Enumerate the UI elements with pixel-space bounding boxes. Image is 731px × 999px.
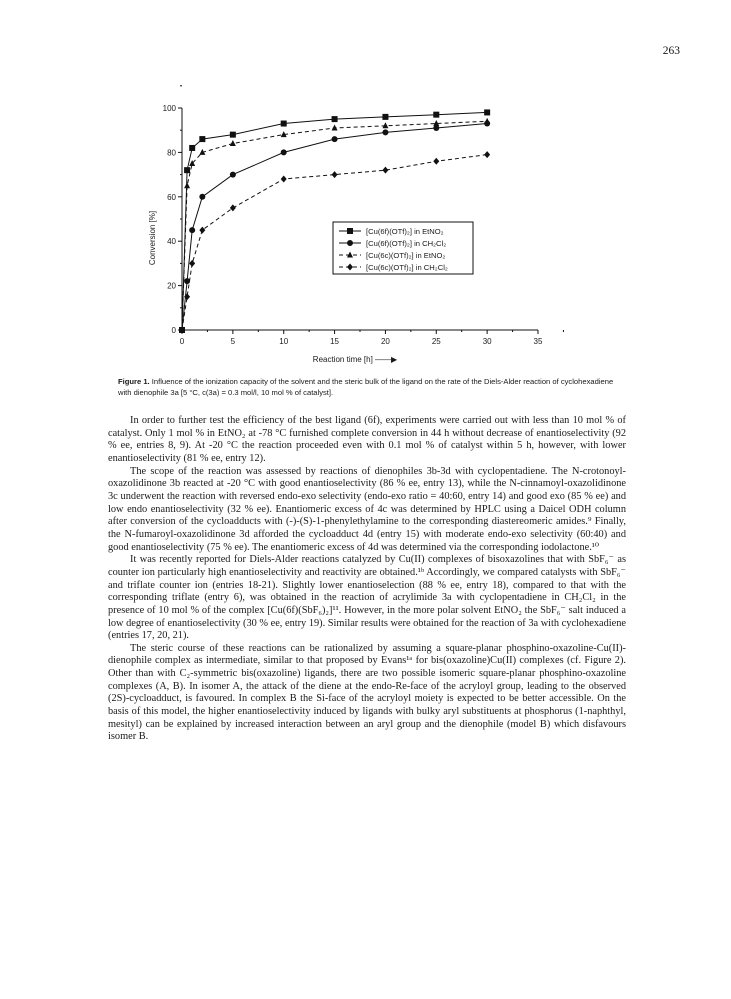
data-point — [332, 116, 338, 122]
data-point — [189, 260, 195, 267]
chart-x-axis-label: Reaction time [h] ——▶ — [312, 355, 398, 364]
data-point — [484, 151, 490, 158]
y-tick-label: 100 — [162, 104, 176, 113]
paragraph: The steric course of these reactions can be rationalized by assuming a square-planar phosphino-oxazoline-Cu(II)-dienophile complex as intermediate, similar to that proposed by Evans¹ᵃ for bis(oxazoline)Cu(II) complexes (cf. Figure 2). Other than with C₂-symmetric bis(oxazoline) ligands, there are two possible isomeric square-planar phosphino-oxazoline complexes (A, B). In isomer A, the attack of the diene at the endo-Re-face of the acryloyl group, leading to the observed (2S)-cycloadduct, is favoured. In complex B the Si-face of the acryloyl moiety is expected to be better accessible. On the basis of this model, the higher enantioselectivity induced by ligands with bulky aryl substituents at phosphorus (1-naphthyl, mesityl) can be explained by increased interaction between an aryl group and the dienophile (model B) which disfavours isomer B. — [108, 642, 626, 743]
x-tick-label: 20 — [380, 337, 390, 346]
data-point — [433, 158, 439, 165]
data-point — [199, 227, 205, 234]
data-point — [230, 172, 236, 178]
paragraph: In order to further test the efficiency of the best ligand (6f), experiments were carried out with less than 10 mol % of catalyst. Only 1 mol % in EtNO₂ at -78 °C furnished complete conversion in 44 h without decrease of enantioselectivity (92 % ee, entries 8, 9). At -20 °C the reaction proceeded even with 0.1 mol % of catalyst within 5 h, however, with lower enantioselectivity (81 % ee, entry 12). — [108, 415, 626, 464]
data-point — [230, 140, 236, 146]
data-point — [189, 145, 195, 151]
x-tick-label: 30 — [482, 337, 492, 346]
y-tick-label: 40 — [167, 237, 176, 247]
data-point — [332, 171, 338, 178]
data-point — [281, 149, 287, 155]
data-point — [484, 109, 490, 115]
data-point — [184, 182, 190, 188]
x-tick-label: 15 — [330, 337, 340, 346]
legend-marker — [347, 240, 353, 246]
series-line — [182, 112, 487, 330]
legend-marker — [347, 228, 353, 234]
data-point — [281, 121, 287, 127]
data-point — [189, 227, 195, 233]
chart-series-1 — [179, 109, 490, 333]
y-tick-label: 20 — [167, 281, 176, 291]
legend-label: [Cu(6c)(OTf)₂] in EtNO₂ — [366, 251, 446, 260]
data-point — [332, 136, 338, 142]
figure-caption-label: Figure 1. — [118, 377, 150, 386]
data-point — [281, 176, 287, 183]
x-tick-label: 35 — [533, 337, 543, 346]
data-point — [382, 114, 388, 120]
data-point — [484, 118, 490, 124]
data-point — [230, 132, 236, 138]
data-point — [332, 124, 338, 130]
y-tick-label: 80 — [167, 148, 176, 158]
chart-y-axis-label: Conversion [%] — [148, 210, 157, 266]
legend-label: [Cu(6f)(OTf)₂] in CH₂Cl₂ — [366, 239, 447, 248]
figure-caption — [118, 377, 618, 398]
data-point — [382, 167, 388, 174]
legend-label: [Cu(6f)(OTf)₂] in EtNO₂ — [366, 227, 444, 236]
y-tick-label: 0 — [171, 326, 176, 335]
x-tick-label: 10 — [279, 337, 289, 346]
data-point — [382, 122, 388, 128]
data-point — [433, 112, 439, 118]
data-point — [230, 204, 236, 211]
data-point — [199, 136, 205, 142]
paragraph: The scope of the reaction was assessed by reactions of dienophiles 3b-3d with cyclopentadiene. The N-crotonoyl-oxazolidinone 3b reacted at -20 °C with good enantioselectivity (86 % ee, entry 13), while the N-cinnamoyl-oxazolidinone 3c underwent the reaction with reversed endo-exo selectivity (endo-exo ratio = 40:60, entry 14) and good exo (85 % ee) and low endo enantioselectivity (32 % ee). Enantiomeric excess of 4c was determined by HPLC using a Daicel ODH column after conversion of the cycloadducts with (-)-(S)-1-phenylethylamine to the corresponding diastereomeric amides.⁹ Finally, the N-fumaroyl-oxazolidinone 3d afforded the cycloadduct 4d (entry 15) with moderate endo-exo selectivity (60:40) and good enantioselectivity (75 % ee). The enantiomeric excess of 4d was determined via the corresponding iodolactone.¹⁰ — [108, 465, 626, 553]
paragraph: It was recently reported for Diels-Alder reactions catalyzed by Cu(II) complexes of bisoxazolines that with SbF₆⁻ as counter ion particularly high enantioselectivity and reactivity are obtained.¹ᵇ Accordingly, we compared catalysts with SbF₆⁻ and triflate counter ion (entries 18-21). Slightly lower enantioselection (88 % ee, entry 18), compared to that with the corresponding triflate (entry 6), was obtained in the reaction of acrylimide 3a with cyclopentadiene in CH₂Cl₂ in the presence of 10 mol % of the complex [Cu(6f)(SbF₆)₂]¹¹. However, in the more polar solvent EtNO₂ the SbF₆⁻ salt induced a low degree of enantioselectivity (30 % ee, entry 19). Similar results were obtained for the reaction of 3a with cyclohexadiene (entries 17, 20, 21). — [108, 554, 626, 642]
data-point — [184, 167, 190, 173]
x-tick-label: 0 — [179, 337, 185, 346]
x-tick-label: 5 — [230, 337, 236, 346]
legend-label: [Cu(6c)(OTf)₂] in CH₂Cl₂ — [366, 263, 448, 272]
conversion-chart — [140, 72, 543, 392]
y-tick-label: 60 — [167, 192, 176, 202]
page-number: 263 — [662, 45, 680, 57]
figure-caption-text: Influence of the ionization capacity of the solvent and the steric bulk of the ligand on the rate of the Diels-Alder reaction of cyclohexadiene with dienophile 3a [5 °C, c(3a) = 0.3 mol/l, 10 mol % of catalyst]. — [118, 377, 614, 397]
data-point — [382, 129, 388, 135]
data-point — [199, 194, 205, 200]
body-text — [108, 415, 626, 744]
x-tick-label: 25 — [431, 337, 441, 346]
